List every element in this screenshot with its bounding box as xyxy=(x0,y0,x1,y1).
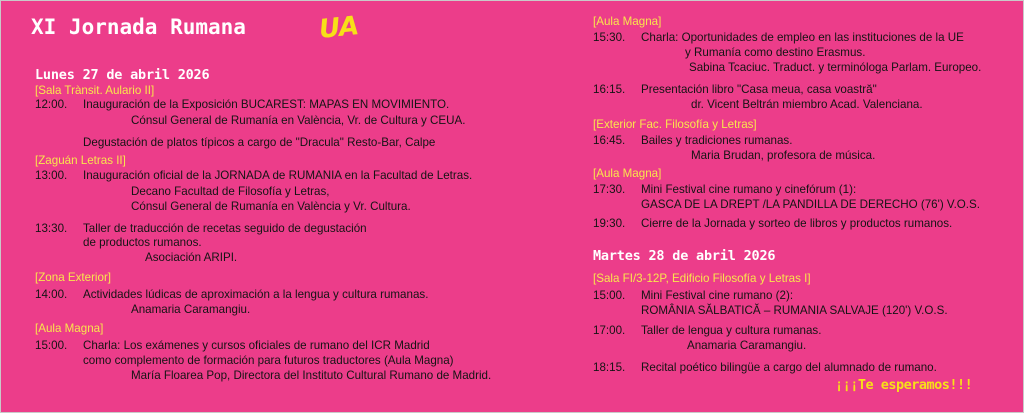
venue-label: [Sala FI/3-12P, Edificio Filosofía y Letras I] xyxy=(593,272,811,285)
event-title: como complemento de formación para futuros traductores (Aula Magna) xyxy=(83,354,454,367)
event-title: Inauguración de la Exposición BUCAREST: MAPAS EN MOVIMIENTO. xyxy=(83,98,450,111)
event-speaker: Maria Brudan, profesora de música. xyxy=(691,149,876,162)
event-time: 17:30. xyxy=(593,183,626,196)
event-time: 13:30. xyxy=(35,222,68,235)
event-time: 16:15. xyxy=(593,83,626,96)
event-speaker: Anamaria Caramangiu. xyxy=(687,339,807,352)
event-title: Bailes y tradiciones rumanas. xyxy=(641,134,793,147)
venue-label: [Exterior Fac. Filosofía y Letras] xyxy=(593,118,757,131)
event-speaker: Decano Facultad de Filosofía y Letras, xyxy=(131,185,330,198)
event-title: Actividades lúdicas de aproximación a la lengua y cultura rumanas. xyxy=(83,288,429,301)
ua-logo: UA xyxy=(317,10,361,46)
event-title: Mini Festival cine rumano y cinefórum (1): xyxy=(641,183,857,196)
venue-label: [Aula Magna] xyxy=(35,322,104,335)
event-time: 13:00. xyxy=(35,169,68,182)
event-time: 19:30. xyxy=(593,217,626,230)
day-heading-tuesday: Martes 28 de abril 2026 xyxy=(593,248,776,264)
event-speaker: Sabina Tcaciuc. Traduct. y terminóloga Parlam. Europeo. xyxy=(689,61,982,74)
venue-label: [Zaguán Letras II] xyxy=(35,154,126,167)
event-title: Inauguración oficial de la JORNADA de RUMANIA en la Facultad de Letras. xyxy=(83,169,473,182)
event-title: Degustación de platos típicos a cargo de "Dracula" Resto-Bar, Calpe xyxy=(83,136,436,149)
day-heading-monday: Lunes 27 de abril 2026 xyxy=(35,67,210,83)
event-title: GASCA DE LA DREPT /LA PANDILLA DE DERECHO (76') V.O.S. xyxy=(641,198,980,211)
event-time: 12:00. xyxy=(35,98,68,111)
event-title: Charla: Los exámenes y cursos oficiales de rumano del ICR Madrid xyxy=(83,339,430,352)
event-time: 14:00. xyxy=(35,288,68,301)
closing-message: ¡¡¡Te esperamos!!! xyxy=(835,377,973,393)
event-speaker: María Floarea Pop, Directora del Instituto Cultural Rumano de Madrid. xyxy=(131,369,492,382)
event-title: y Rumanía como destino Erasmus. xyxy=(685,46,866,59)
event-speaker: Cónsul General de Rumanía en València y Vr. Cultura. xyxy=(131,200,411,213)
venue-label: [Aula Magna] xyxy=(593,15,662,28)
event-title: Cierre de la Jornada y sorteo de libros y productos rumanos. xyxy=(641,217,953,230)
event-title: Recital poético bilingüe a cargo del alumnado de rumano. xyxy=(641,361,937,374)
event-speaker: Cónsul General de Rumanía en València, Vr. de Cultura y CEUA. xyxy=(131,114,466,127)
event-title: ROMÂNIA SĂLBATICĂ – RUMANIA SALVAJE (120') V.O.S. xyxy=(641,304,948,317)
event-speaker: Anamaria Caramangiu. xyxy=(131,303,251,316)
event-title: Taller de traducción de recetas seguido de degustación xyxy=(83,222,367,235)
event-title: Charla: Oportunidades de empleo en las instituciones de la UE xyxy=(641,31,964,44)
venue-label: [Aula Magna] xyxy=(593,167,662,180)
page-title: XI Jornada Rumana xyxy=(31,15,246,39)
event-time: 15:00. xyxy=(35,339,68,352)
event-speaker: Asociación ARIPI. xyxy=(145,251,238,264)
event-time: 15:30. xyxy=(593,31,626,44)
venue-label: [Sala Trànsit. Aulario II] xyxy=(35,84,155,97)
event-time: 18:15. xyxy=(593,361,626,374)
event-time: 17:00. xyxy=(593,324,626,337)
event-time: 15:00. xyxy=(593,289,626,302)
event-time: 16:45. xyxy=(593,134,626,147)
venue-label: [Zona Exterior] xyxy=(35,271,112,284)
event-title: Mini Festival cine rumano (2): xyxy=(641,289,794,302)
event-title: Presentación libro "Casa meua, casa voastră" xyxy=(641,83,877,96)
event-title: de productos rumanos. xyxy=(83,236,202,249)
event-speaker: dr. Vicent Beltrán miembro Acad. Valenciana. xyxy=(691,98,923,111)
event-title: Taller de lengua y cultura rumanas. xyxy=(641,324,822,337)
